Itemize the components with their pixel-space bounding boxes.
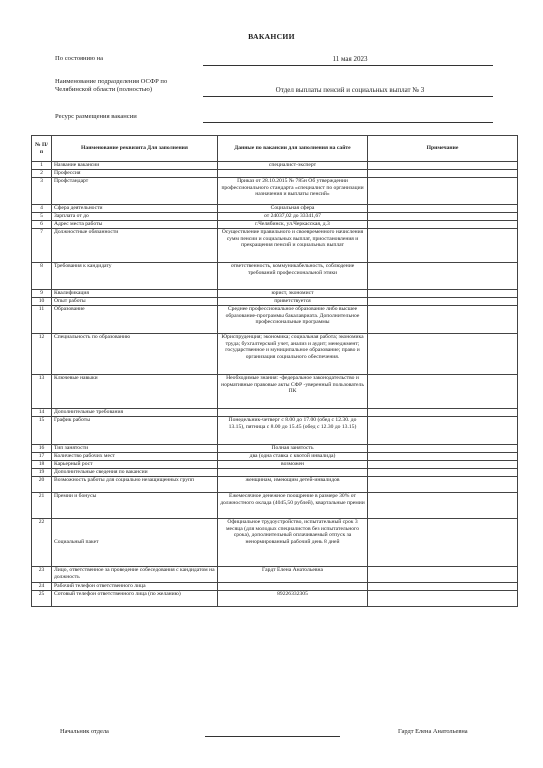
row-number: 2 bbox=[32, 170, 52, 178]
row-field-name: Сотовый телефон ответственного лица (по желанию) bbox=[52, 591, 218, 607]
row-field-name: Специальность по образованию bbox=[52, 334, 218, 375]
table-row bbox=[32, 221, 518, 229]
footer-position: Начальник отдела bbox=[60, 728, 109, 735]
table-row bbox=[32, 290, 518, 298]
row-field-name: Название вакансии bbox=[52, 162, 218, 170]
document-title: ВАКАНСИИ bbox=[248, 32, 295, 41]
table-row bbox=[32, 263, 518, 290]
table-row bbox=[32, 461, 518, 469]
row-note bbox=[368, 409, 518, 417]
table-row bbox=[32, 178, 518, 205]
department-label: Наименование подразделения ОСФР по Челябинской области (полностью) bbox=[55, 78, 168, 93]
row-number: 15 bbox=[32, 417, 52, 445]
row-note bbox=[368, 453, 518, 461]
row-field-name: Адрес места работы bbox=[52, 221, 218, 229]
row-note bbox=[368, 334, 518, 375]
table-row bbox=[32, 417, 518, 445]
row-field-value: г.Челябинск, ул.Черкасская, д.3 bbox=[218, 221, 368, 229]
row-note bbox=[368, 445, 518, 453]
row-note bbox=[368, 178, 518, 205]
row-field-name: Тип занятости bbox=[52, 445, 218, 453]
row-number: 13 bbox=[32, 375, 52, 409]
row-note bbox=[368, 213, 518, 221]
table-row bbox=[32, 445, 518, 453]
row-number: 6 bbox=[32, 221, 52, 229]
table-row bbox=[32, 298, 518, 306]
table-row bbox=[32, 409, 518, 417]
resource-underline bbox=[203, 122, 493, 123]
department-value: Отдел выплаты пенсий и социальных выплат № 3 bbox=[275, 86, 425, 94]
row-field-name: Профстандарт bbox=[52, 178, 218, 205]
row-field-name: Сфера деятельности bbox=[52, 205, 218, 213]
row-note bbox=[368, 221, 518, 229]
row-field-value: Юриспруденция; экономика; социальная работа; экономика труда; бухгалтерский учет, анализ и аудит; менеджмент; государственное и муниципальное образование; право и организация социального обеспечения. bbox=[218, 334, 368, 375]
as-of-underline bbox=[203, 65, 493, 66]
table-row bbox=[32, 306, 518, 334]
row-field-value: специалист-эксперт bbox=[218, 162, 368, 170]
header-name: Наименование реквизита Для заполнения bbox=[52, 136, 218, 162]
row-number: 12 bbox=[32, 334, 52, 375]
row-field-value bbox=[218, 170, 368, 178]
row-number: 24 bbox=[32, 583, 52, 591]
row-number: 14 bbox=[32, 409, 52, 417]
row-note bbox=[368, 591, 518, 607]
row-number: 9 bbox=[32, 290, 52, 298]
row-note bbox=[368, 493, 518, 519]
row-field-value: возможен bbox=[218, 461, 368, 469]
signature-line bbox=[205, 736, 340, 737]
row-field-name: Рабочий телефон ответственного лица bbox=[52, 583, 218, 591]
row-field-value: Полная занятость bbox=[218, 445, 368, 453]
row-field-value: два (одна ставка с квотой инвалида) bbox=[218, 453, 368, 461]
row-number: 17 bbox=[32, 453, 52, 461]
row-field-name: Премии и бонусы bbox=[52, 493, 218, 519]
row-note bbox=[368, 417, 518, 445]
table-row bbox=[32, 375, 518, 409]
row-number: 5 bbox=[32, 213, 52, 221]
row-field-name: Дополнительные сведения по вакансии bbox=[52, 469, 218, 477]
row-field-value: приветствуется bbox=[218, 298, 368, 306]
table-row bbox=[32, 567, 518, 583]
row-note bbox=[368, 461, 518, 469]
header-note: Примечание bbox=[368, 136, 518, 162]
table-row bbox=[32, 170, 518, 178]
row-note bbox=[368, 205, 518, 213]
row-number: 22 bbox=[32, 519, 52, 567]
row-number: 4 bbox=[32, 205, 52, 213]
row-number: 11 bbox=[32, 306, 52, 334]
table-row bbox=[32, 591, 518, 607]
table-row bbox=[32, 477, 518, 493]
row-note bbox=[368, 229, 518, 263]
row-field-value: от 24037,02 до 33341,67 bbox=[218, 213, 368, 221]
table-row bbox=[32, 162, 518, 170]
as-of-date: 11 мая 2023 bbox=[332, 55, 368, 63]
row-number: 3 bbox=[32, 178, 52, 205]
row-field-name: График работы bbox=[52, 417, 218, 445]
row-note bbox=[368, 469, 518, 477]
row-field-name: Дополнительные требования bbox=[52, 409, 218, 417]
row-note bbox=[368, 290, 518, 298]
department-underline bbox=[203, 96, 493, 97]
row-number: 7 bbox=[32, 229, 52, 263]
footer-signer: Гардт Елена Анатольевна bbox=[398, 728, 468, 735]
row-field-name: Карьерный рост bbox=[52, 461, 218, 469]
row-note bbox=[368, 263, 518, 290]
row-note bbox=[368, 519, 518, 567]
header-data: Данные по вакансии для заполнения на сайте bbox=[218, 136, 368, 162]
table-row bbox=[32, 205, 518, 213]
table-row bbox=[32, 213, 518, 221]
row-number: 21 bbox=[32, 493, 52, 519]
row-field-name: Лицо, ответственное за проведение собеседования с кандидатом на должность bbox=[52, 567, 218, 583]
row-field-value: Необходимые знания: -федеральное законодательство и нормативные правовые акты СФР -уверенный пользователь ПК bbox=[218, 375, 368, 409]
row-note bbox=[368, 298, 518, 306]
row-field-name: Квалификация bbox=[52, 290, 218, 298]
resource-label: Ресурс размещения вакансии bbox=[55, 113, 137, 120]
table-row bbox=[32, 519, 518, 567]
vacancy-table bbox=[31, 135, 518, 607]
row-number: 18 bbox=[32, 461, 52, 469]
row-field-name: Образование bbox=[52, 306, 218, 334]
row-field-name: Профессия bbox=[52, 170, 218, 178]
row-field-value: женщинам, имеющим детей-инвалидов bbox=[218, 477, 368, 493]
table-row bbox=[32, 453, 518, 461]
row-number: 19 bbox=[32, 469, 52, 477]
table-row bbox=[32, 469, 518, 477]
row-number: 23 bbox=[32, 567, 52, 583]
row-number: 1 bbox=[32, 162, 52, 170]
row-number: 20 bbox=[32, 477, 52, 493]
row-number: 8 bbox=[32, 263, 52, 290]
row-note bbox=[368, 375, 518, 409]
row-number: 16 bbox=[32, 445, 52, 453]
row-field-name: Возможность работы для социально незащищенных групп bbox=[52, 477, 218, 493]
row-note bbox=[368, 583, 518, 591]
row-note bbox=[368, 567, 518, 583]
row-field-name: Ключевые навыки bbox=[52, 375, 218, 409]
row-field-value: Приказ от 28.10.2015 № 785н Об утверждении профессионального стандарта «специалист по организации назначения и выплаты пенсий» bbox=[218, 178, 368, 205]
row-field-value: юрист, экономист bbox=[218, 290, 368, 298]
row-field-value bbox=[218, 409, 368, 417]
row-field-name: Количество рабочих мест bbox=[52, 453, 218, 461]
row-number: 10 bbox=[32, 298, 52, 306]
row-field-value: ответственность, коммуникабельность, соблюдение требований профессиональной этики bbox=[218, 263, 368, 290]
table-row bbox=[32, 229, 518, 263]
row-number: 25 bbox=[32, 591, 52, 607]
row-field-name: Должностные обязанности bbox=[52, 229, 218, 263]
row-field-value: Гардт Елена Анатольевна bbox=[218, 567, 368, 583]
row-field-value: Понедельник-четверг с 8.00 до 17.00 (обед с 12.30. до 13.15), пятница с 8.00 до 15.45 (обед с 12.30 до 13.15) bbox=[218, 417, 368, 445]
row-field-value: Ежемесячное денежное поощрение в размере 30% от должностного оклада (4045,50 рублей), квартальные премии bbox=[218, 493, 368, 519]
row-field-value: Официальное трудоустройство, испытательный срок 3 месяца (для молодых специалистов без испытательного срока), дополнительный оплачиваемый отпуск за ненормированный рабочий день 8 дней bbox=[218, 519, 368, 567]
row-field-value: Социальная сфера bbox=[218, 205, 368, 213]
row-field-value bbox=[218, 583, 368, 591]
table-row bbox=[32, 334, 518, 375]
row-field-value bbox=[218, 469, 368, 477]
row-note bbox=[368, 477, 518, 493]
header-num: № П/п bbox=[32, 136, 52, 162]
row-field-name: Опыт работы bbox=[52, 298, 218, 306]
table-row bbox=[32, 583, 518, 591]
row-field-value: Осуществление правильного и своевременного начисления сумм пенсии и социальных выплат, приостановления и прекращения пенсий и социальных выплат bbox=[218, 229, 368, 263]
row-field-value: Среднее профессиональное образование либо высшее образование-программы бакалавриата. Дополнительное профессиональные программы bbox=[218, 306, 368, 334]
row-note bbox=[368, 162, 518, 170]
row-field-name: Зарплата от до bbox=[52, 213, 218, 221]
row-field-name: Требования к кандидату bbox=[52, 263, 218, 290]
table-row bbox=[32, 493, 518, 519]
row-field-name: Социальный пакет bbox=[52, 519, 218, 567]
row-note bbox=[368, 306, 518, 334]
row-field-value: 89226332305 bbox=[218, 591, 368, 607]
row-note bbox=[368, 170, 518, 178]
as-of-label: По состоянию на bbox=[55, 55, 104, 62]
